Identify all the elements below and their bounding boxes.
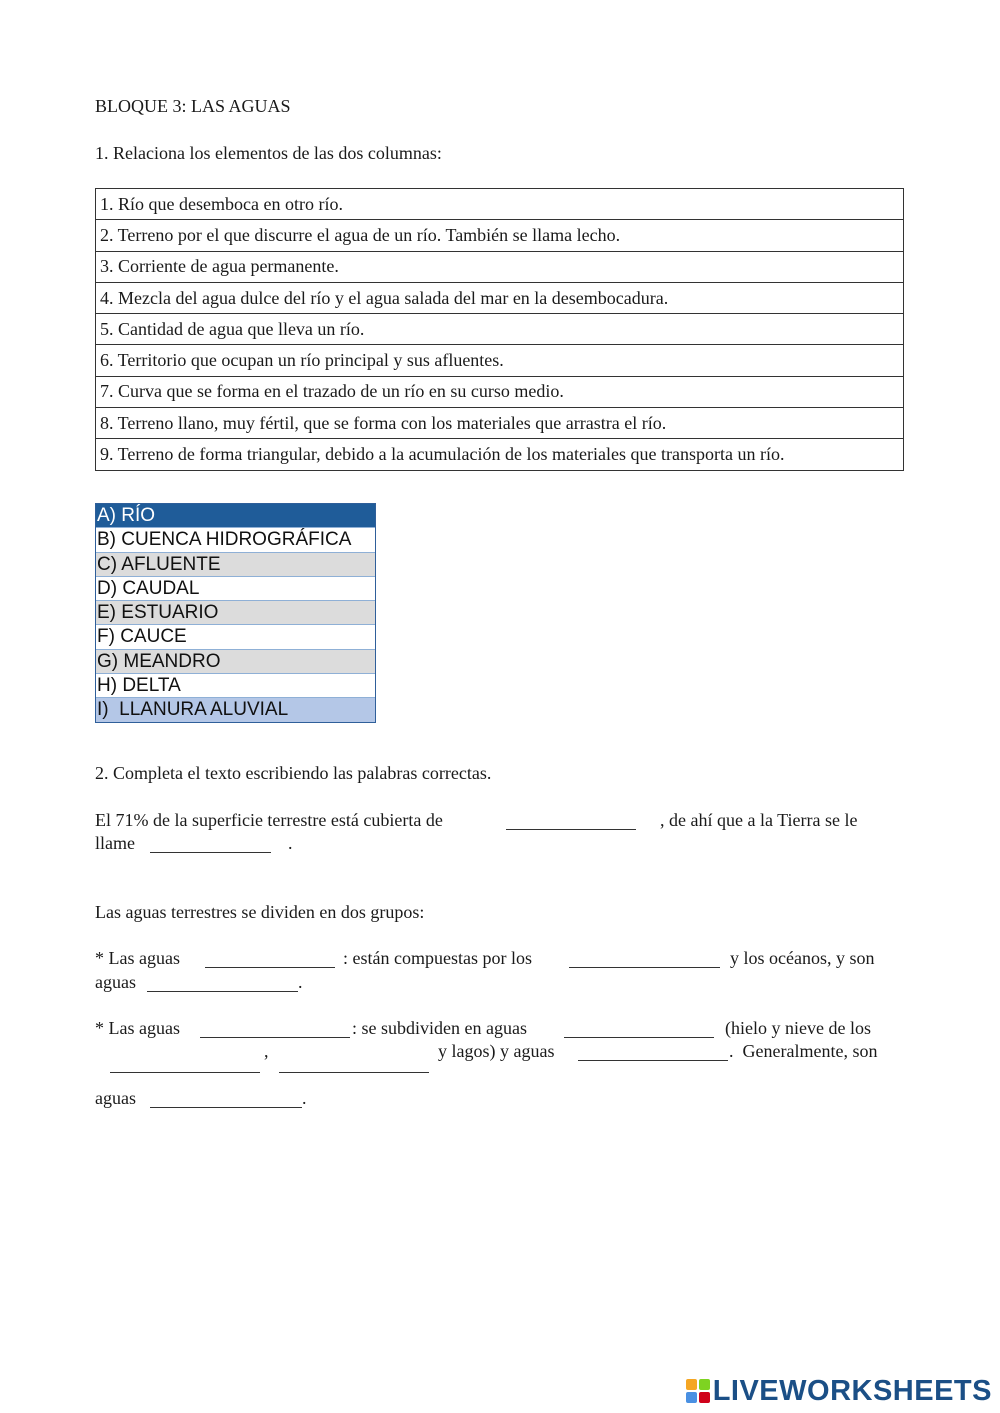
answer-blank-6[interactable] [200, 1023, 350, 1038]
text-fragment: Las aguas terrestres se dividen en dos grupos: [95, 902, 425, 922]
table-row [96, 408, 904, 439]
text-fragment: y los océanos, y son [730, 948, 875, 968]
definition-cell: 9. Terreno de forma triangular, debido a la acumulación de los materiales que transporta un río. [96, 439, 904, 470]
table-row [96, 189, 904, 220]
text-fragment: aguas [95, 1088, 136, 1108]
text-fragment: : se subdividen en aguas [352, 1018, 527, 1038]
text-fragment: , de ahí que a la Tierra se le [660, 810, 858, 830]
option-item[interactable]: D) CAUDAL [96, 577, 375, 601]
question-1-prompt: 1. Relaciona los elementos de las dos columnas: [95, 143, 442, 163]
option-item[interactable]: H) DELTA [96, 674, 375, 698]
definition-cell: 7. Curva que se forma en el trazado de un río en su curso medio. [96, 376, 904, 407]
brand-logo [686, 1376, 992, 1406]
text-fragment: . [302, 1088, 307, 1108]
answer-blank-5[interactable] [147, 977, 298, 992]
table-row [96, 220, 904, 251]
text-fragment: (hielo y nieve de los [725, 1018, 871, 1038]
text-fragment: El 71% de la superficie terrestre está cubierta de [95, 810, 443, 830]
option-item[interactable]: G) MEANDRO [96, 650, 375, 674]
text-fragment: * Las aguas [95, 1018, 180, 1038]
table-row [96, 376, 904, 407]
table-row [96, 282, 904, 313]
answer-blank-3[interactable] [205, 953, 335, 968]
definition-cell: 1. Río que desemboca en otro río. [96, 189, 904, 220]
option-item[interactable]: I) LLANURA ALUVIAL [96, 698, 375, 721]
option-item[interactable]: E) ESTUARIO [96, 601, 375, 625]
option-item[interactable]: C) AFLUENTE [96, 553, 375, 577]
answer-blank-1[interactable] [506, 815, 636, 830]
text-fragment: . [298, 972, 303, 992]
page-title: BLOQUE 3: LAS AGUAS [95, 96, 291, 116]
table-row [96, 314, 904, 345]
option-item[interactable]: A) RÍO [96, 504, 375, 528]
answer-blank-11[interactable] [150, 1093, 302, 1108]
answer-blank-2[interactable] [150, 838, 271, 853]
option-item[interactable]: F) CAUCE [96, 625, 375, 649]
definition-cell: 3. Corriente de agua permanente. [96, 251, 904, 282]
answer-blank-9[interactable] [279, 1058, 429, 1073]
answer-options-list [95, 503, 376, 723]
definitions-table [95, 188, 904, 471]
text-fragment: . [288, 833, 293, 853]
option-item[interactable]: B) CUENCA HIDROGRÁFICA [96, 528, 375, 552]
table-row [96, 251, 904, 282]
brand-text: LIVEWORKSHEETS [712, 1374, 992, 1407]
text-fragment: aguas [95, 972, 136, 992]
text-fragment: , [264, 1041, 269, 1061]
text-fragment: . Generalmente, son [729, 1041, 878, 1061]
definition-cell: 5. Cantidad de agua que lleva un río. [96, 314, 904, 345]
text-fragment: llame [95, 833, 135, 853]
answer-blank-8[interactable] [110, 1058, 260, 1073]
text-fragment: * Las aguas [95, 948, 180, 968]
answer-blank-7[interactable] [564, 1023, 714, 1038]
table-row [96, 439, 904, 470]
answer-blank-4[interactable] [569, 953, 720, 968]
definition-cell: 2. Terreno por el que discurre el agua de un río. También se llama lecho. [96, 220, 904, 251]
text-fragment: : están compuestas por los [343, 948, 532, 968]
answer-blank-10[interactable] [578, 1046, 728, 1061]
text-fragment: y lagos) y aguas [438, 1041, 555, 1061]
definition-cell: 6. Territorio que ocupan un río principal y sus afluentes. [96, 345, 904, 376]
liveworksheets-logo-icon [686, 1379, 710, 1403]
question-2-prompt: 2. Completa el texto escribiendo las palabras correctas. [95, 763, 492, 783]
definition-cell: 8. Terreno llano, muy fértil, que se forma con los materiales que arrastra el río. [96, 408, 904, 439]
definition-cell: 4. Mezcla del agua dulce del río y el agua salada del mar en la desembocadura. [96, 282, 904, 313]
table-row [96, 345, 904, 376]
